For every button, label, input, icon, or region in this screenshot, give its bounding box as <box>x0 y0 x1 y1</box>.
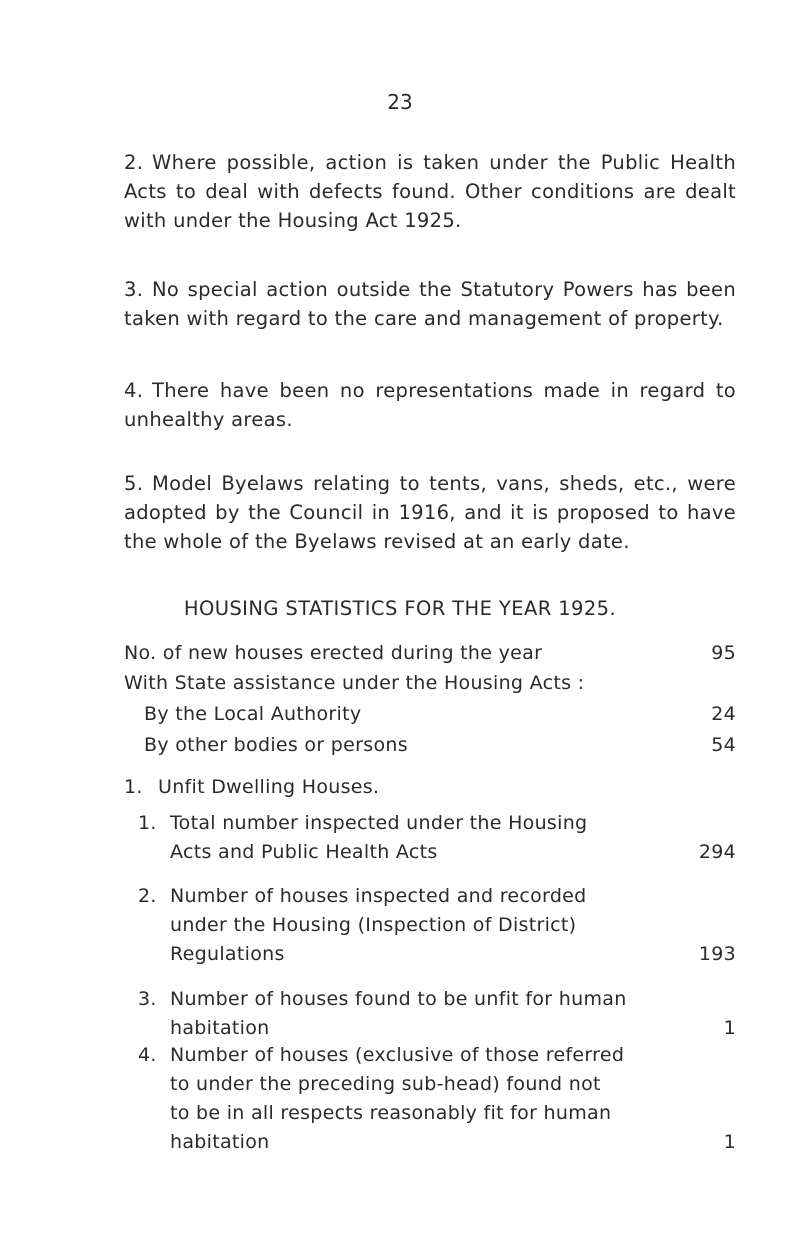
new-houses-value: 95 <box>711 642 736 664</box>
item-line: Total number inspected under the Housing <box>170 812 588 834</box>
paragraph-number: 4. <box>124 379 144 402</box>
unfit-heading <box>124 776 379 798</box>
paragraph-text: Where possible, action is taken under the Public Health Acts to deal with defects found. Other conditions are dealt with under the Housing Act 1925. <box>124 151 736 232</box>
item-value: 193 <box>698 943 736 965</box>
other-bodies-label: By other bodies or persons <box>144 734 408 756</box>
item-value: 294 <box>698 841 736 863</box>
paragraph-text: No special action outside the Statutory Powers has been taken with regard to the care and management of property. <box>124 278 736 330</box>
item-line: Number of houses found to be unfit for human <box>170 988 627 1010</box>
item-line: Number of houses inspected and recorded <box>170 885 587 907</box>
item-line: Acts and Public Health Acts <box>170 841 438 863</box>
item-line: habitation <box>170 1017 270 1039</box>
paragraph-number: 5. <box>124 472 144 495</box>
paragraph-text: There have been no representations made in regard to unhealthy areas. <box>124 379 736 431</box>
unfit-item-2 <box>138 882 736 972</box>
paragraph-4 <box>124 376 736 434</box>
unfit-item-3 <box>138 985 736 1045</box>
other-bodies-value: 54 <box>711 734 736 756</box>
item-value: 1 <box>723 1017 736 1039</box>
item-line: Number of houses (exclusive of those referred <box>170 1044 625 1066</box>
item-number: 3. <box>138 988 157 1010</box>
item-line: to under the preceding sub-head) found not <box>170 1073 601 1095</box>
paragraph-text: Model Byelaws relating to tents, vans, sheds, etc., were adopted by the Council in 1916, and it is proposed to have the whole of the Byelaws revised at an early date. <box>124 472 736 553</box>
item-number: 1. <box>138 812 157 834</box>
paragraph-3 <box>124 275 736 333</box>
item-line: under the Housing (Inspection of District) <box>170 914 577 936</box>
unfit-item-4 <box>138 1041 736 1161</box>
new-houses-label: No. of new houses erected during the year <box>124 642 543 664</box>
statistics-heading: HOUSING STATISTICS FOR THE YEAR 1925. <box>183 597 617 620</box>
unfit-heading-number: 1. <box>124 776 143 798</box>
paragraph-2 <box>124 148 736 235</box>
page-number: 23 <box>387 90 413 114</box>
state-assistance-label: With State assistance under the Housing Acts : <box>124 672 585 694</box>
unfit-item-1 <box>138 809 736 869</box>
item-number: 2. <box>138 885 157 907</box>
paragraph-number: 3. <box>124 278 144 301</box>
item-line: to be in all respects reasonably fit for human <box>170 1102 612 1124</box>
paragraph-5 <box>124 469 736 556</box>
unfit-heading-title: Unfit Dwelling Houses. <box>158 776 380 798</box>
local-authority-value: 24 <box>711 703 736 725</box>
item-line: Regulations <box>170 943 285 965</box>
local-authority-label: By the Local Authority <box>144 703 362 725</box>
paragraph-number: 2. <box>124 151 144 174</box>
item-line: habitation <box>170 1131 270 1153</box>
item-number: 4. <box>138 1044 157 1066</box>
item-value: 1 <box>723 1131 736 1153</box>
